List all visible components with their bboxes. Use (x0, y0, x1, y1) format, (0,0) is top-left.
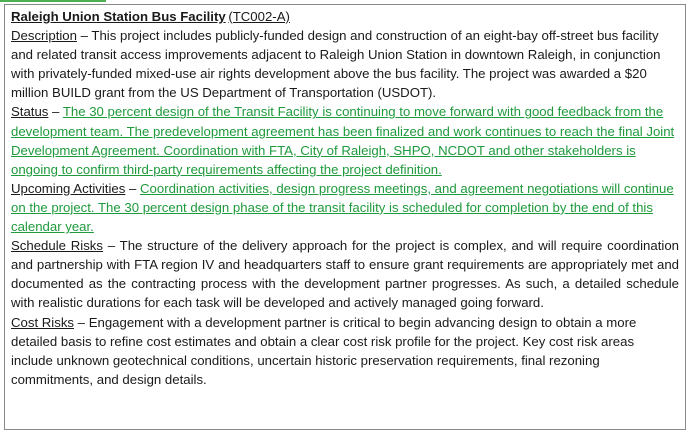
upcoming-activities-separator: – (125, 180, 141, 196)
schedule-risks-text: The structure of the delivery approach for the project is complex, and will require coordination and partnership with FTA region IV and headquarters staff to ensure grant requirements are appropriately met and documented as the contracting process with the development partner progresses. As such, a detailed schedule with realistic durations for each task will be developed and actively managed going forward. (11, 238, 679, 311)
schedule-risks-label: Schedule Risks (11, 238, 103, 254)
status-label: Status (11, 104, 49, 120)
description-label: Description (11, 28, 77, 44)
upcoming-activities-section (11, 179, 679, 236)
cost-risks-separator: – (74, 314, 89, 330)
cost-risks-section (11, 313, 679, 389)
project-title: Raleigh Union Station Bus Facility (11, 9, 226, 24)
cost-risks-text: Engagement with a development partner is critical to begin advancing design to obtain a more detailed basis to refine cost estimates and obtain a clear cost risk profile for the project. Key cost risk areas include unknown geotechnical conditions, uncertain historic preservation requirements, final rezoning commitments, and design details. (11, 314, 637, 387)
project-code: (TC002-A) (228, 9, 290, 24)
upcoming-activities-text: Coordination activities, design progress meetings, and agreement negotiations will continue on the project. The 30 percent design phase of the transit facility is scheduled for completion by the end of this calendar year. (11, 180, 674, 235)
description-separator: – (76, 28, 92, 44)
status-text: The 30 percent design of the Transit Facility is continuing to move forward with good feedback from the development team. The predevelopment agreement has been finalized and work continues to reach the final Joint Development Agreement. Coordination with FTA, City of Raleigh, SHPO, NCDOT and other stakeholders is ongoing to confirm third-party requirements affecting the project definition. (11, 104, 675, 177)
schedule-risks-separator: – (103, 238, 120, 254)
top-accent-line (0, 0, 106, 2)
upcoming-activities-label: Upcoming Activities (11, 180, 126, 196)
status-section (11, 102, 679, 178)
description-text: This project includes publicly-funded design and construction of an eight-bay off-street bus facility and related transit access improvements adjacent to Raleigh Union Station in downtown Raleigh, in conjunction with privately-funded mixed-use air rights development above the bus facility. The project was awarded a $20 million BUILD grant from the US Department of Transportation (USDOT). (11, 28, 661, 101)
schedule-risks-section (11, 236, 679, 312)
project-heading (11, 7, 679, 26)
cost-risks-label: Cost Risks (11, 314, 75, 330)
project-summary-box (4, 4, 686, 430)
description-section (11, 26, 679, 102)
status-separator: – (48, 104, 63, 120)
